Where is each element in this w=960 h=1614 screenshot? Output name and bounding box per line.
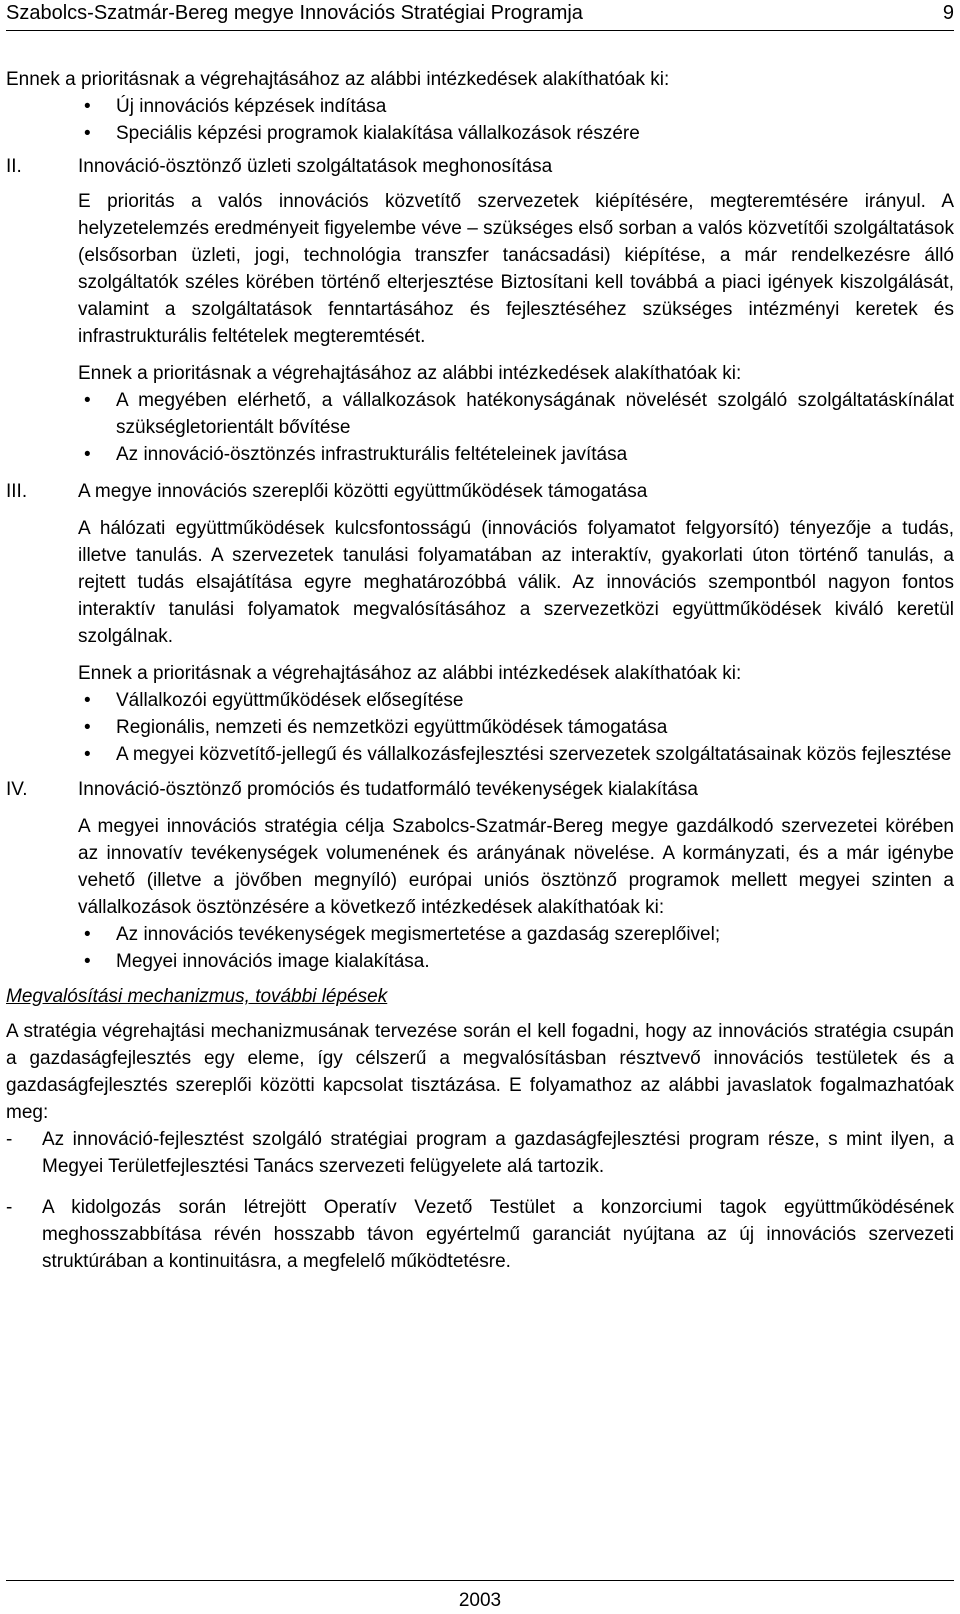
list-item: • Az innovációs tevékenységek megismertetése a gazdaság szereplőivel; bbox=[6, 921, 954, 948]
page-content bbox=[6, 66, 954, 1275]
header-title: Szabolcs-Szatmár-Bereg megye Innovációs Stratégiai Programja bbox=[6, 2, 583, 24]
page-header bbox=[6, 0, 954, 31]
page-footer bbox=[6, 1580, 954, 1614]
section-title: Innováció-ösztönző promóciós és tudatformáló tevékenységek kialakítása bbox=[78, 779, 698, 800]
section-title: Innováció-ösztönző üzleti szolgáltatások meghonosítása bbox=[78, 156, 553, 177]
list-item: • A megyei közvetítő-jellegű és vállalkozásfejlesztési szervezetek szolgáltatásainak közös fejlesztése bbox=[6, 741, 954, 768]
list-item: • Az innováció-ösztönzés infrastrukturális feltételeinek javítása bbox=[6, 441, 954, 468]
page-number: 9 bbox=[942, 2, 954, 24]
dash-marker: - bbox=[6, 1129, 13, 1150]
bullet-icon: • bbox=[84, 123, 91, 144]
list-item: - Az innováció-fejlesztést szolgáló stratégiai program a gazdaságfejlesztési program része, s mint ilyen, a Megyei Területfejlesztési Tanács szervezeti felügyelete alá tartozik. bbox=[6, 1126, 954, 1180]
bullet-icon: • bbox=[84, 390, 91, 411]
bullet-icon: • bbox=[84, 717, 91, 738]
bullet-list-3 bbox=[6, 687, 954, 768]
mechanism-body: A stratégia végrehajtási mechanizmusának tervezése során el kell fogadni, hogy az innovációs stratégia csupán a gazdaságfejlesztés egy eleme, így célszerű a megvalósításban résztvevő innovációs testületek és a gazdaságfejlesztés szereplői közötti kapcsolat tisztázása. E folyamathoz az alábbi javaslatok fogalmazhatóak meg: bbox=[6, 1021, 954, 1123]
section-number: IV. bbox=[6, 779, 28, 800]
dash-list bbox=[6, 1126, 954, 1275]
section-4-body: A megyei innovációs stratégia célja Szabolcs-Szatmár-Bereg megye gazdálkodó szervezetei körében az innovatív tevékenységek volumenének és arányának növelése. A kormányzati, és a már igénybe vehető (illetve a jövőben megnyíló) európai uniós ösztönző programok mellett megyei szinten a vállalkozások ösztönzésére a következő intézkedések alakíthatóak ki: bbox=[78, 816, 954, 918]
section-number: III. bbox=[6, 481, 28, 502]
dash-marker: - bbox=[6, 1197, 13, 1218]
section-heading-3 bbox=[6, 478, 954, 505]
section-3-intro: Ennek a prioritásnak a végrehajtásához az alábbi intézkedések alakíthatóak ki: bbox=[78, 663, 742, 684]
section-title: A megye innovációs szereplői közötti együttműködések támogatása bbox=[78, 481, 648, 502]
bullet-icon: • bbox=[84, 690, 91, 711]
section-heading-2 bbox=[6, 153, 954, 180]
bullet-list-1 bbox=[6, 93, 954, 147]
list-item: • Vállalkozói együttműködések elősegítése bbox=[6, 687, 954, 714]
intro-paragraph: Ennek a prioritásnak a végrehajtásához az alábbi intézkedések alakíthatóak ki: bbox=[6, 69, 670, 90]
bullet-icon: • bbox=[84, 951, 91, 972]
section-2-body: E prioritás a valós innovációs közvetítő szervezetek kiépítésére, megteremtésére irányul. A helyzetelemzés eredményeit figyelembe véve – szükséges első sorban a valós közvetítői szolgáltatások (elsősorban üzleti, jogi, technológia transzfer tanácsadási) kiépítése, a már rendelkezésre álló szolgáltatók széles körében történő elterjesztése Biztosítani kell továbbá a piaci igények kiszolgálását, valamint a szolgáltatások fenntartásához és fejlesztéséhez szükséges intézményi keretek és infrastrukturális feltételek megteremtését. bbox=[78, 191, 954, 347]
list-item: • Új innovációs képzések indítása bbox=[6, 93, 954, 120]
mechanism-heading: Megvalósítási mechanizmus, további lépések bbox=[6, 986, 388, 1007]
section-heading-4 bbox=[6, 776, 954, 803]
bullet-icon: • bbox=[84, 444, 91, 465]
section-number: II. bbox=[6, 156, 22, 177]
bullet-icon: • bbox=[84, 924, 91, 945]
list-item: • Megyei innovációs image kialakítása. bbox=[6, 948, 954, 975]
list-item: • Regionális, nemzeti és nemzetközi együttműködések támogatása bbox=[6, 714, 954, 741]
list-item: • Speciális képzési programok kialakítása vállalkozások részére bbox=[6, 120, 954, 147]
list-item: - A kidolgozás során létrejött Operatív Vezető Testület a konzorciumi tagok együttműködésének meghosszabbítása révén hosszabb távon egyértelmű garanciát nyújtana az új innovációs szervezeti struktúrában a kontinuitásra, a megfelelő működtetésre. bbox=[6, 1194, 954, 1275]
bullet-list-2 bbox=[6, 387, 954, 468]
section-3-body: A hálózati együttműködések kulcsfontosságú (innovációs folyamatot felgyorsító) tényezője a tudás, illetve tanulás. A szervezetek tanulási folyamatában az interaktív, gyakorlati úton történő tanulás, a rejtett tudás elsajátítása egyre meghatározóbbá válik. Az innovációs szempontból nagyon fontos interaktív tanulási folyamatok megvalósításához a szervezetközi együttműködések kiváló keretül szolgálnak. bbox=[78, 518, 954, 647]
bullet-icon: • bbox=[84, 744, 91, 765]
section-2-intro: Ennek a prioritásnak a végrehajtásához az alábbi intézkedések alakíthatóak ki: bbox=[78, 363, 742, 384]
list-item: • A megyében elérhető, a vállalkozások hatékonyságának növelését szolgáló szolgáltatáskínálat szükségletorientált bővítése bbox=[6, 387, 954, 441]
footer-year: 2003 bbox=[458, 1590, 502, 1611]
bullet-list-4 bbox=[6, 921, 954, 975]
bullet-icon: • bbox=[84, 96, 91, 117]
